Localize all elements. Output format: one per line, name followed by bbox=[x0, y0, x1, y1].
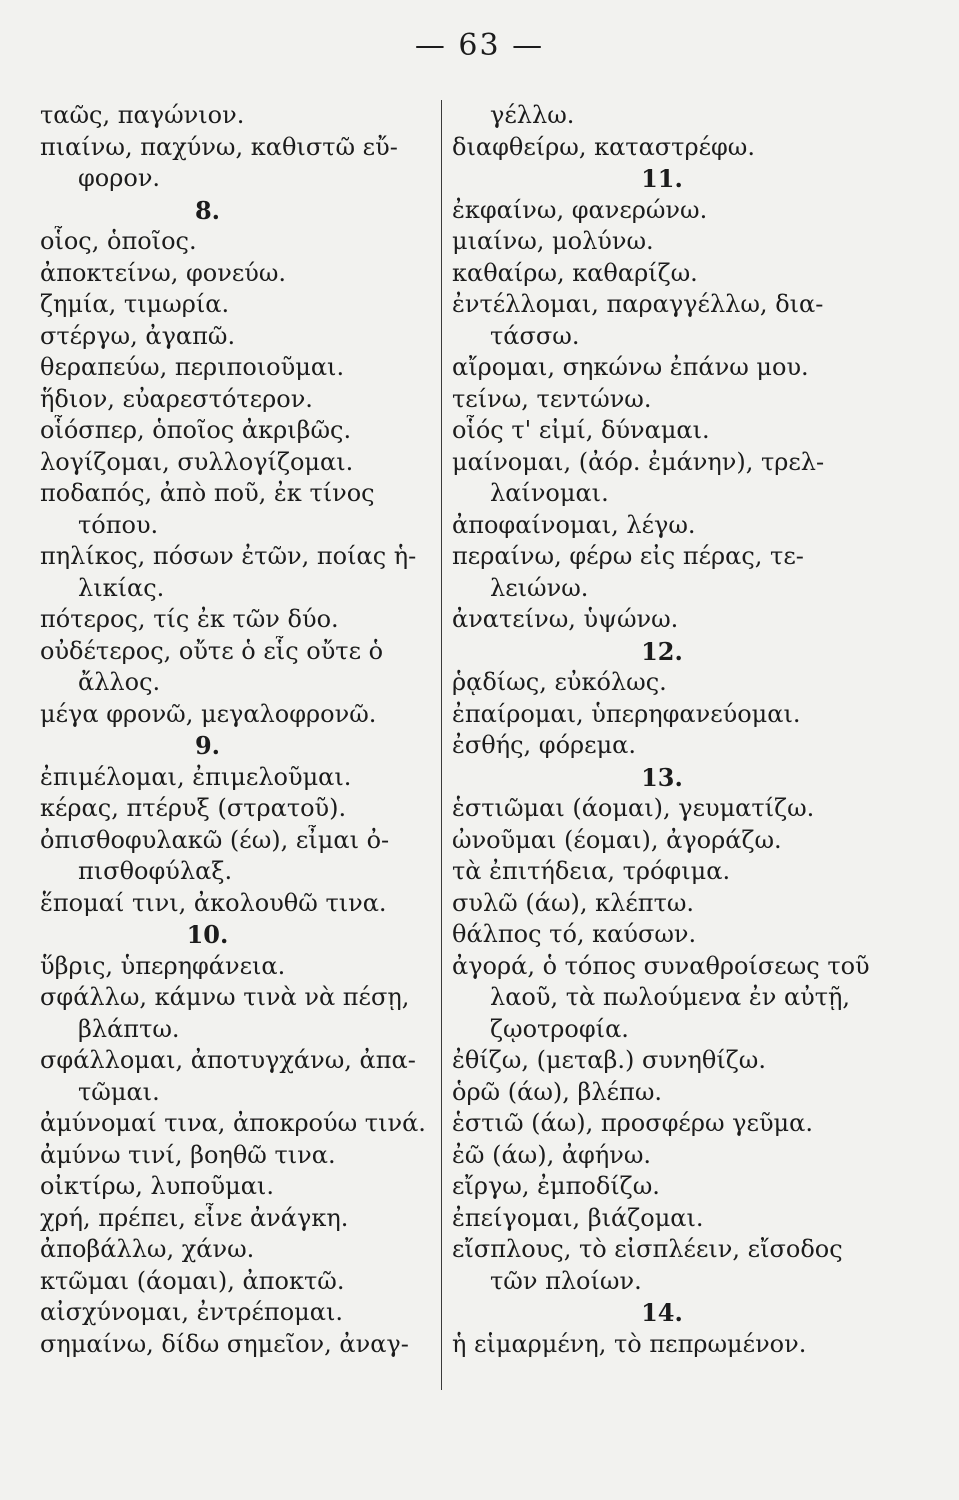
vocabulary-entry: ἀμύνω τινί, βοηθῶ τινα. bbox=[40, 1140, 336, 1169]
right-column bbox=[452, 100, 932, 1360]
entry-continuation: τόπου. bbox=[78, 510, 159, 539]
vocabulary-entry: ἑστιῶ (άω), προσφέρω γεῦμα. bbox=[452, 1109, 813, 1137]
vocabulary-entry: ταῶς, παγώνιον. bbox=[40, 101, 245, 129]
vocabulary-entry: ἀγορά, ὁ τόπος συναθροίσεως τοῦ bbox=[452, 951, 870, 980]
page-number: — 63 — bbox=[414, 28, 545, 63]
entry-continuation: λαίνομαι. bbox=[490, 479, 609, 507]
vocabulary-entry: ῥᾳδίως, εὐκόλως. bbox=[452, 668, 667, 696]
vocabulary-entry: ἐπείγομαι, βιάζομαι. bbox=[452, 1203, 704, 1232]
entry-continuation: ἄλλος. bbox=[78, 668, 161, 696]
vocabulary-entry: κέρας, πτέρυξ (στρατοῦ). bbox=[40, 794, 347, 822]
vocabulary-entry: πιαίνω, παχύνω, καθιστῶ εὔ- bbox=[40, 132, 398, 161]
section-number: 13. bbox=[641, 762, 683, 792]
vocabulary-entry: ἐπιμέλομαι, ἐπιμελοῦμαι. bbox=[40, 762, 352, 791]
vocabulary-entry: οἷόσπερ, ὁποῖος ἀκριβῶς. bbox=[40, 416, 352, 444]
vocabulary-entry: οὐδέτερος, οὔτε ὁ εἷς οὔτε ὁ bbox=[40, 636, 384, 665]
vocabulary-entry: χρή, πρέπει, εἶνε ἀνάγκη. bbox=[40, 1203, 349, 1232]
section-number: 10. bbox=[186, 920, 229, 949]
vocabulary-entry: ἐσθής, φόρεμα. bbox=[452, 731, 637, 759]
vocabulary-entry: μέγα φρονῶ, μεγαλοφρονῶ. bbox=[40, 699, 377, 728]
vocabulary-entry: ὀπισθοφυλακῶ (έω), εἶμαι ὀ- bbox=[40, 825, 390, 854]
vocabulary-entry: ἐκφαίνω, φανερώνω. bbox=[452, 195, 708, 224]
vocabulary-entry: λογίζομαι, συλλογίζομαι. bbox=[40, 447, 354, 476]
vocabulary-entry: οἰκτίρω, λυποῦμαι. bbox=[40, 1172, 274, 1200]
vocabulary-entry: ἀνατείνω, ὑψώνω. bbox=[452, 605, 679, 633]
vocabulary-entry: ζημία, τιμωρία. bbox=[40, 290, 230, 318]
vocabulary-entry: ἀμύνομαί τινα, ἀποκρούω τινά. bbox=[40, 1109, 426, 1137]
vocabulary-entry: μιαίνω, μολύνω. bbox=[452, 227, 654, 255]
vocabulary-entry: εἴργω, ἐμποδίζω. bbox=[452, 1172, 660, 1200]
vocabulary-entry: πηλίκος, πόσων ἐτῶν, ποίας ἡ- bbox=[40, 542, 417, 570]
vocabulary-entry: αἰσχύνομαι, ἐντρέπομαι. bbox=[40, 1298, 343, 1326]
entry-continuation: βλάπτω. bbox=[78, 1014, 180, 1043]
vocabulary-entry: ἀποφαίνομαι, λέγω. bbox=[452, 510, 696, 539]
vocabulary-entry: στέργω, ἀγαπῶ. bbox=[40, 321, 236, 350]
vocabulary-entry: τείνω, τεντώνω. bbox=[452, 384, 652, 413]
vocabulary-entry: οἷός τ' εἰμί, δύναμαι. bbox=[452, 416, 710, 444]
vocabulary-entry: ἑστιῶμαι (άομαι), γευματίζω. bbox=[452, 794, 815, 822]
entry-continuation: γέλλω. bbox=[490, 101, 575, 129]
entry-continuation: λικίας. bbox=[78, 573, 165, 602]
vocabulary-entry: διαφθείρω, καταστρέφω. bbox=[452, 132, 755, 161]
vocabulary-entry: ἀποβάλλω, χάνω. bbox=[40, 1235, 255, 1263]
entry-continuation: λειώνω. bbox=[490, 573, 589, 602]
vocabulary-entry: οἷος, ὁποῖος. bbox=[40, 227, 197, 255]
vocabulary-entry: ἐῶ (άω), ἀφήνω. bbox=[452, 1140, 652, 1169]
vocabulary-entry: σημαίνω, δίδω σημεῖον, ἀναγ- bbox=[40, 1329, 409, 1358]
vocabulary-entry: σφάλλομαι, ἀποτυγχάνω, ἀπα- bbox=[40, 1046, 416, 1074]
vocabulary-entry: ἥδιον, εὐαρεστότερον. bbox=[40, 384, 313, 413]
entry-continuation: τῶμαι. bbox=[78, 1077, 160, 1106]
vocabulary-entry: ἐπαίρομαι, ὑπερηφανεύομαι. bbox=[452, 699, 801, 728]
entry-continuation: τῶν πλοίων. bbox=[490, 1266, 642, 1295]
vocabulary-entry: ἀποκτείνω, φονεύω. bbox=[40, 258, 287, 287]
vocabulary-entry: τὰ ἐπιτήδεια, τρόφιμα. bbox=[452, 857, 731, 885]
vocabulary-entry: συλῶ (άω), κλέπτω. bbox=[452, 888, 695, 917]
section-number: 11. bbox=[641, 164, 683, 193]
vocabulary-entry: ἕπομαί τινι, ἀκολουθῶ τινα. bbox=[40, 888, 387, 917]
entry-continuation: φορον. bbox=[78, 164, 161, 192]
entry-continuation: ζῳοτροφία. bbox=[490, 1014, 629, 1043]
entry-continuation: λαοῦ, τὰ πωλούμενα ἐν αὐτῇ, bbox=[490, 983, 851, 1011]
vocabulary-entry: ἐθίζω, (μεταβ.) συνηθίζω. bbox=[452, 1046, 766, 1074]
entry-continuation: πισθοφύλαξ. bbox=[78, 857, 233, 885]
vocabulary-entry: ἐντέλλομαι, παραγγέλλω, δια- bbox=[452, 290, 824, 318]
section-number: 8. bbox=[194, 195, 221, 225]
vocabulary-entry: αἴρομαι, σηκώνω ἐπάνω μου. bbox=[452, 353, 809, 381]
vocabulary-entry: ὠνοῦμαι (έομαι), ἀγοράζω. bbox=[452, 825, 782, 854]
vocabulary-entry: θάλπος τό, καύσων. bbox=[452, 920, 697, 948]
vocabulary-entry: ὁρῶ (άω), βλέπω. bbox=[452, 1077, 663, 1106]
section-number: 14. bbox=[641, 1298, 683, 1327]
vocabulary-entry: μαίνομαι, (ἀόρ. ἐμάνην), τρελ- bbox=[452, 447, 825, 476]
vocabulary-entry: εἴσπλους, τὸ εἰσπλέειν, εἴσοδος bbox=[452, 1235, 843, 1263]
section-number: 12. bbox=[641, 636, 683, 666]
section-number: 9. bbox=[194, 731, 221, 760]
vocabulary-entry: κτῶμαι (άομαι), ἀποκτῶ. bbox=[40, 1266, 345, 1295]
vocabulary-entry: πότερος, τίς ἐκ τῶν δύο. bbox=[40, 605, 339, 633]
vocabulary-entry: ἡ εἱμαρμένη, τὸ πεπρωμένον. bbox=[452, 1329, 807, 1358]
vocabulary-entry: θεραπεύω, περιποιοῦμαι. bbox=[40, 353, 345, 381]
column-divider bbox=[441, 100, 442, 1390]
vocabulary-entry: περαίνω, φέρω εἰς πέρας, τε- bbox=[452, 542, 804, 570]
vocabulary-entry: ποδαπός, ἀπὸ ποῦ, ἐκ τίνος bbox=[40, 479, 375, 507]
vocabulary-entry: σφάλλω, κάμνω τινὰ νὰ πέσῃ, bbox=[40, 983, 410, 1011]
vocabulary-entry: καθαίρω, καθαρίζω. bbox=[452, 258, 698, 287]
left-column bbox=[40, 100, 435, 1360]
vocabulary-entry: ὕβρις, ὑπερηφάνεια. bbox=[40, 951, 286, 980]
entry-continuation: τάσσω. bbox=[490, 321, 580, 350]
